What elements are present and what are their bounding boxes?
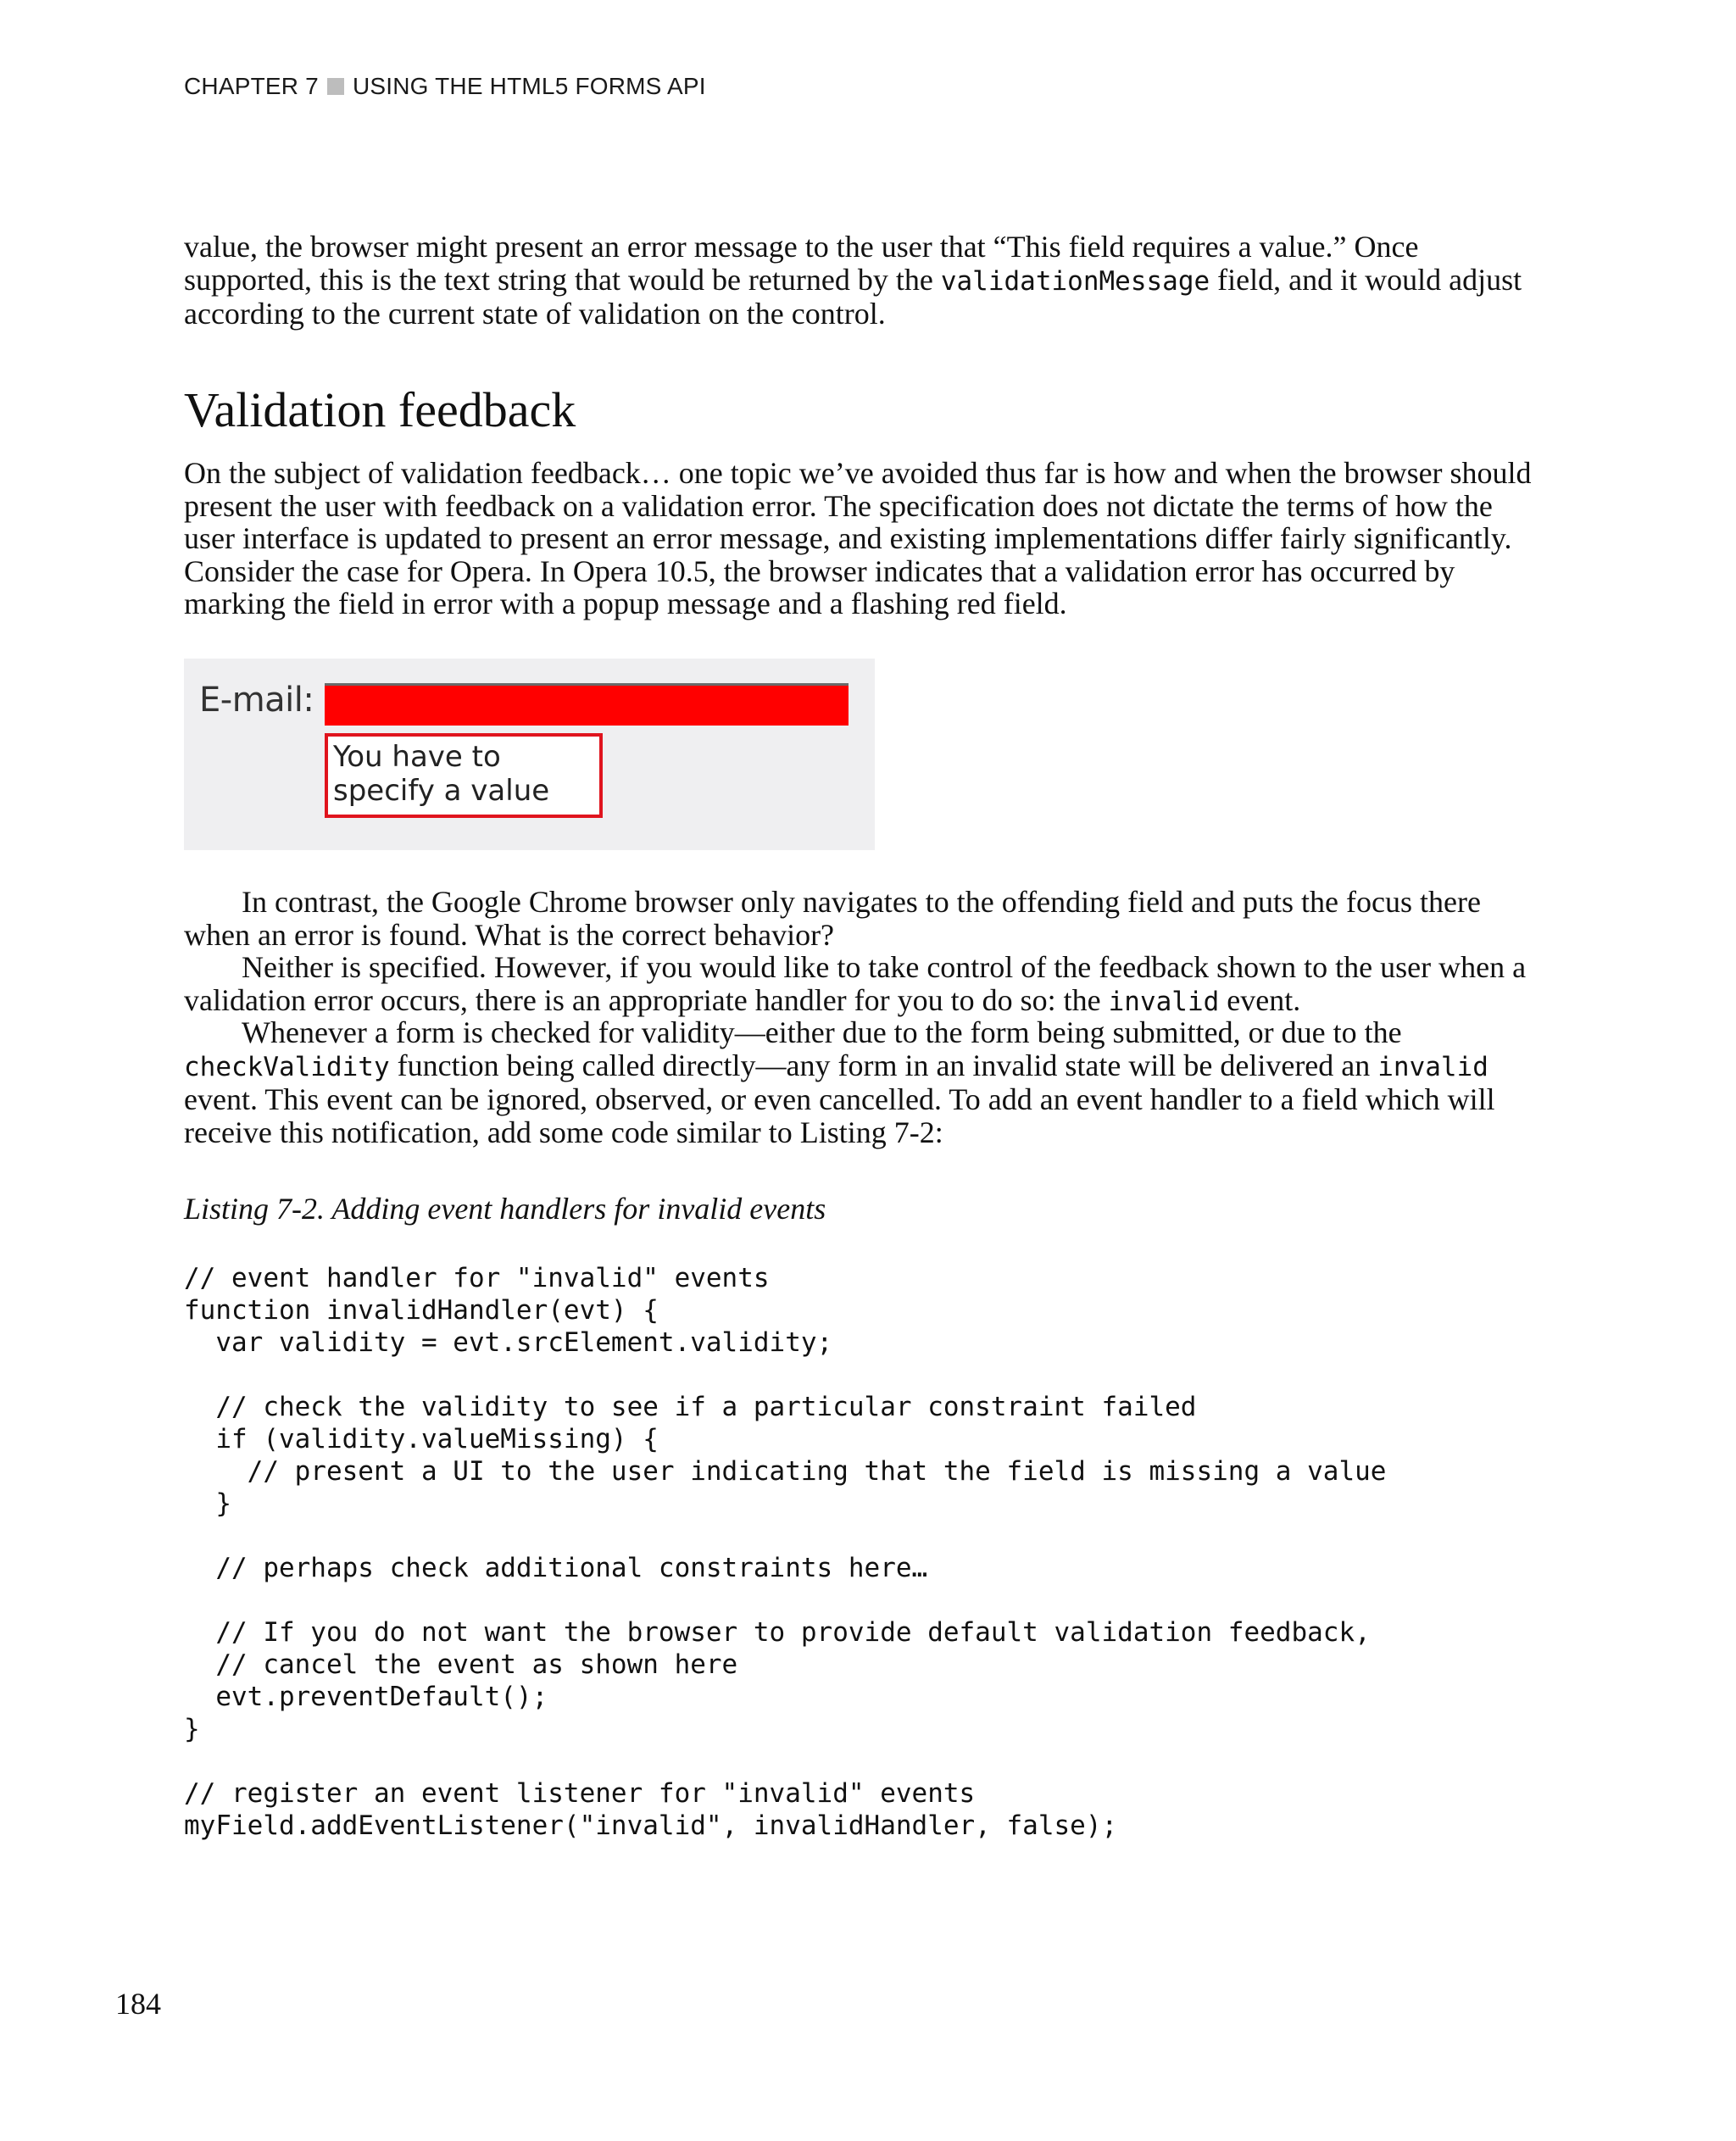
code-line: // event handler for "invalid" events — [184, 1263, 770, 1293]
code-line: } — [184, 1714, 200, 1744]
popup-line-2: specify a value — [333, 774, 550, 808]
code-line: } — [184, 1488, 231, 1519]
figure-error-popup — [325, 733, 603, 818]
chapter-title: USING THE HTML5 FORMS API — [352, 73, 706, 99]
code-line: function invalidHandler(evt) { — [184, 1295, 659, 1326]
code-listing — [184, 1262, 1386, 1842]
opera-validation-figure — [184, 659, 875, 850]
figure-email-label: E-mail: — [199, 681, 314, 720]
code-line: evt.preventDefault(); — [184, 1682, 548, 1712]
popup-line-1: You have to — [333, 740, 501, 774]
code-line: // present a UI to the user indicating that the field is missing a value — [184, 1456, 1387, 1487]
inline-code-invalid: invalid — [1108, 986, 1220, 1017]
neither-paragraph: Neither is specified. However, if you would like to take control of the feedback shown to the user when a validation error occurs, there is an appropriate handler for you to do so: the invalid event. — [184, 950, 1527, 1017]
code-line: // perhaps check additional constraints here… — [184, 1553, 928, 1583]
code-line: // cancel the event as shown here — [184, 1649, 738, 1680]
feedback-paragraph: On the subject of validation feedback… one topic we’ve avoided thus far is how and when the browser should present the user with feedback on a validation error. The specification does not dictate the terms of how the user interface is updated to present an error message, and existing implementations differ fairly significantly. Consider the case for Opera. In Opera 10.5, the browser indicates that a validation error has occurred by marking the field in error with a popup message and a flashing red field. — [184, 456, 1532, 620]
code-line — [184, 1359, 1386, 1391]
chapter-label: CHAPTER 7 — [184, 73, 319, 99]
code-line: // If you do not want the browser to provide default validation feedback, — [184, 1617, 1371, 1648]
intro-paragraph: value, the browser might present an error message to the user that “This field requires a value.” Once supported, this is the text string that would be returned by the validationMessage field, and it would adjust according to the current state of validation on the control. — [184, 230, 1522, 331]
code-line — [184, 1520, 1386, 1552]
code-line: // check the validity to see if a particular constraint failed — [184, 1392, 1197, 1422]
code-line: myField.addEventListener("invalid", invalidHandler, false); — [184, 1810, 1118, 1841]
code-line: // register an event listener for "invalid" events — [184, 1778, 976, 1809]
section-heading: Validation feedback — [184, 382, 576, 437]
running-header — [184, 73, 706, 100]
square-separator-icon — [327, 78, 344, 95]
whenever-paragraph: Whenever a form is checked for validity—either due to the form being submitted, or due to the checkValidity function being called directly—any form in an invalid state will be delivered an invalid event. This event can be ignored, observed, or even cancelled. To add an event handler to a field which will receive this notification, add some code similar to Listing 7-2: — [184, 1015, 1495, 1149]
page-number: 184 — [115, 1987, 161, 2021]
code-line: if (validity.valueMissing) { — [184, 1424, 659, 1454]
inline-code-invalid-2: invalid — [1377, 1051, 1488, 1082]
listing-caption: Listing 7-2. Adding event handlers for invalid events — [184, 1192, 826, 1226]
figure-email-field-error — [325, 683, 849, 726]
chrome-paragraph: In contrast, the Google Chrome browser only navigates to the offending field and puts the focus there when an error is found. What is the correct behavior? — [184, 885, 1481, 952]
code-line — [184, 1584, 1386, 1616]
inline-code-checkValidity: checkValidity — [184, 1051, 390, 1082]
code-line — [184, 1745, 1386, 1777]
inline-code-validationMessage: validationMessage — [940, 265, 1210, 297]
code-line: var validity = evt.srcElement.validity; — [184, 1327, 833, 1358]
